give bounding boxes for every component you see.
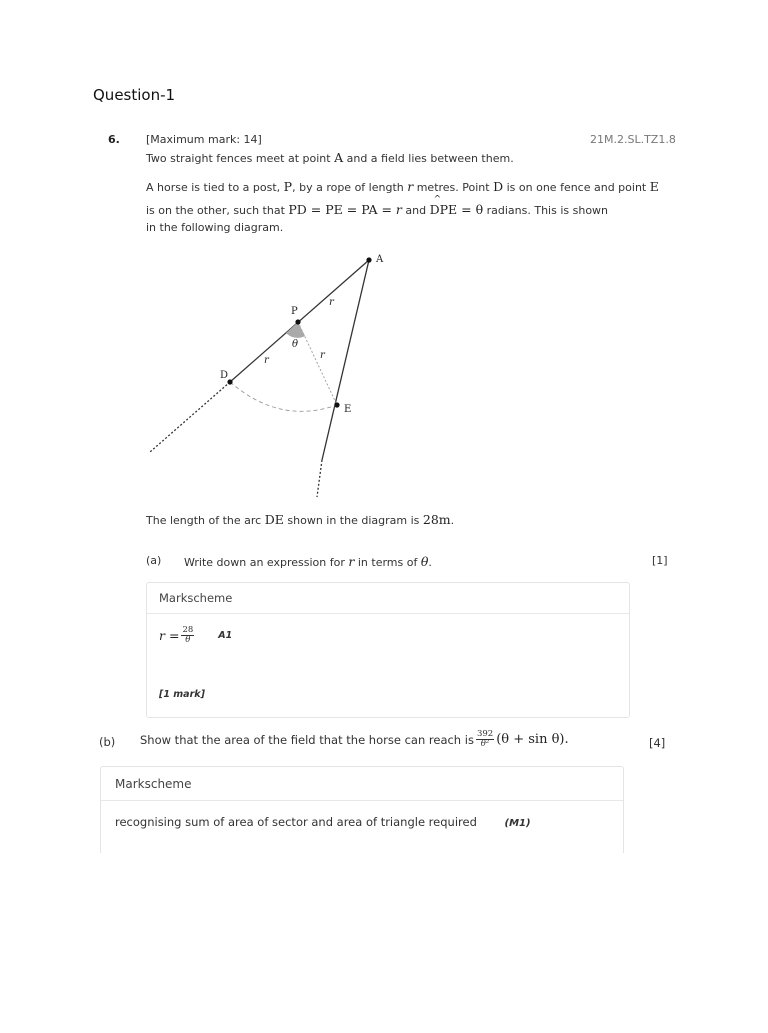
- fence-one: [150, 260, 369, 452]
- markscheme-a-heading: Markscheme: [147, 583, 629, 614]
- question-reference: 21M.2.SL.TZ1.8: [590, 133, 676, 146]
- answer-fraction: [181, 626, 194, 645]
- arc-value: 28m: [422, 512, 451, 527]
- part-a-label: (a): [146, 554, 162, 567]
- part-b-expression: (θ + sin θ).: [496, 732, 569, 747]
- answer-lhs: r =: [159, 628, 180, 643]
- fence-diagram: [145, 250, 395, 500]
- setup-text-f: radians. This is shown: [483, 204, 609, 217]
- part-b-denominator: θ²: [480, 739, 490, 749]
- theta-equation: = θ: [457, 202, 484, 217]
- label-r-pa: r: [329, 297, 334, 308]
- part-b-text: Show that the area of the field that the horse can reach is: [140, 732, 474, 747]
- label-a: A: [376, 254, 384, 265]
- label-e: E: [344, 404, 352, 415]
- fraction-denominator: θ: [185, 635, 191, 645]
- point-a: A: [334, 150, 344, 165]
- point-d: D: [493, 179, 504, 194]
- post-p: P: [283, 179, 293, 194]
- part-b-marks: [4]: [649, 736, 666, 750]
- arc-de: [230, 382, 337, 411]
- setup-line-1: [146, 179, 659, 194]
- part-a-r: r: [348, 554, 355, 569]
- equal-lengths: PD = PE = PA =: [288, 202, 396, 217]
- angle-dpe: ^ DPE: [430, 202, 458, 217]
- label-r-pd: r: [264, 355, 269, 366]
- fence-two: [317, 260, 369, 497]
- r-symbol-2: r: [395, 202, 402, 217]
- intro-line: [146, 150, 514, 165]
- part-a-text-mid: in terms of: [354, 556, 421, 569]
- markscheme-a-answer: [159, 626, 232, 645]
- markscheme-a-total: [1 mark]: [159, 689, 205, 700]
- arc-name: DE: [264, 512, 284, 527]
- setup-line-2: [146, 202, 608, 217]
- markscheme-b-line-1: [115, 815, 531, 829]
- label-r-pe: r: [320, 350, 325, 361]
- markscheme-b-heading: Markscheme: [101, 767, 623, 801]
- mark-code-a1: A1: [218, 630, 233, 641]
- setup-text-b: , by a rope of length: [292, 181, 408, 194]
- and-text: and: [401, 204, 430, 217]
- page-cutoff: [90, 853, 650, 1033]
- setup-text-d: is on one fence and point: [503, 181, 650, 194]
- part-b-label: (b): [99, 735, 116, 749]
- r-symbol: r: [407, 179, 414, 194]
- point-p-dot: [295, 319, 300, 324]
- part-b-numerator: 392: [476, 729, 494, 739]
- part-a-text-pre: Write down an expression for: [184, 556, 349, 569]
- maximum-mark: [Maximum mark: 14]: [146, 133, 262, 146]
- part-a-theta: θ: [420, 554, 429, 569]
- page-title: Question-1: [93, 86, 176, 104]
- markscheme-b: [100, 766, 624, 867]
- setup-text-a: A horse is tied to a post,: [146, 181, 284, 194]
- point-e: E: [649, 179, 659, 194]
- fraction-numerator: 28: [182, 625, 194, 635]
- label-theta: θ: [292, 339, 299, 350]
- point-d-dot: [227, 379, 232, 384]
- part-b-question: [140, 730, 569, 749]
- label-p: P: [291, 306, 298, 317]
- arc-text-post: .: [450, 514, 455, 527]
- setup-line-3: in the following diagram.: [146, 221, 284, 234]
- point-a-dot: [366, 257, 371, 262]
- part-b-fraction: [476, 730, 494, 749]
- label-d: D: [220, 370, 229, 381]
- setup-text-c: metres. Point: [413, 181, 494, 194]
- intro-pre: Two straight fences meet at point: [146, 152, 335, 165]
- setup-text-e: is on the other, such that: [146, 204, 289, 217]
- part-a-question: [184, 554, 432, 569]
- markscheme-a: [146, 582, 630, 718]
- question-number: 6.: [108, 133, 120, 146]
- mark-code-m1: (M1): [504, 818, 531, 829]
- point-e-dot: [334, 402, 339, 407]
- part-a-text-post: .: [428, 556, 432, 569]
- arc-length-line: [146, 512, 454, 527]
- intro-post: and a field lies between them.: [343, 152, 514, 165]
- arc-text-pre: The length of the arc: [146, 514, 265, 527]
- part-a-marks: [1]: [652, 554, 668, 567]
- markscheme-b-text: recognising sum of area of sector and area of triangle required: [115, 815, 477, 829]
- arc-text-mid: shown in the diagram is: [283, 514, 423, 527]
